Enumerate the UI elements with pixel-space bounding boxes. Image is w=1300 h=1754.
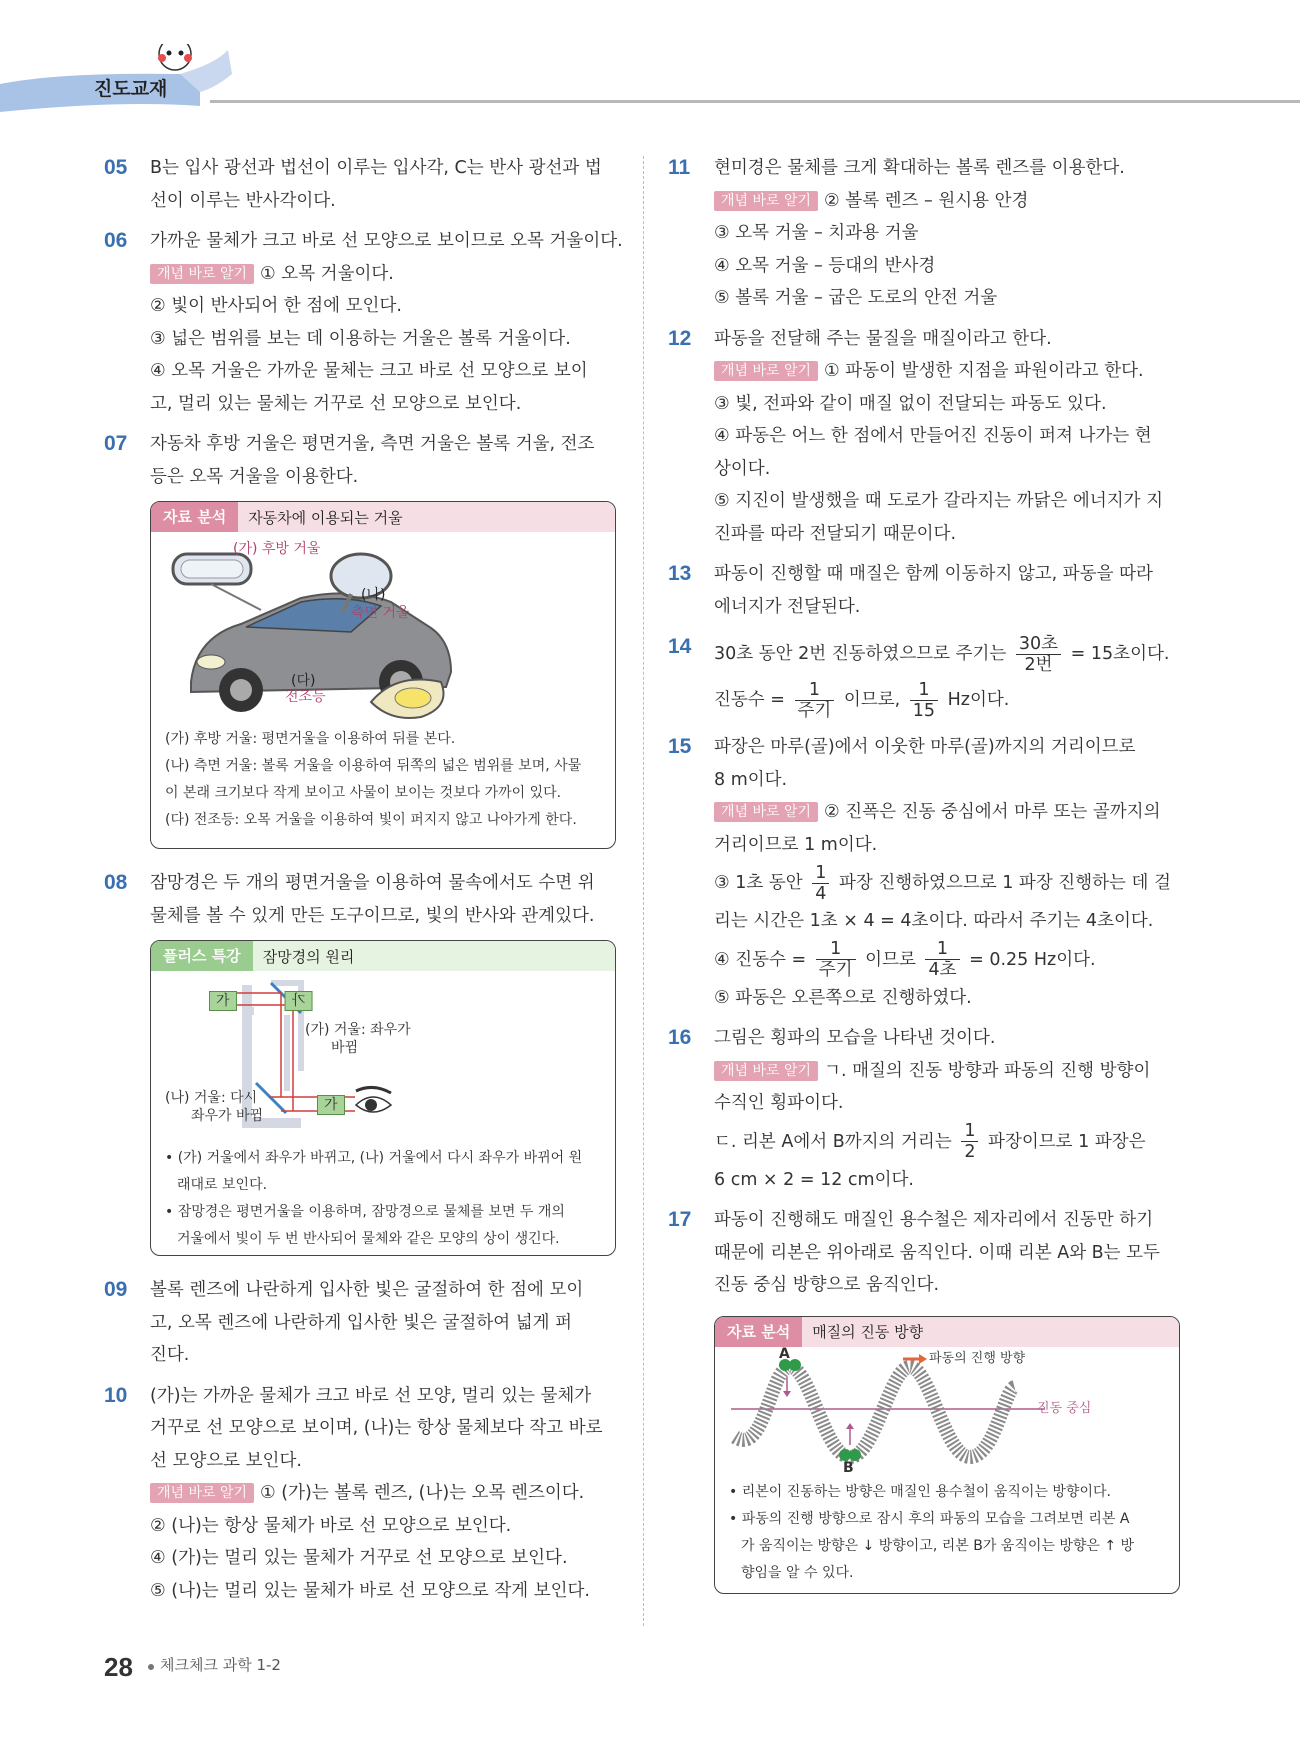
- text-line: 자동차 후방 거울은 평면거울, 측면 거울은 볼록 거울, 전조: [150, 434, 595, 454]
- mirror-na-label-2: 좌우가 바뀜: [191, 1108, 264, 1124]
- text-line-content: ② 진폭은 진동 중심에서 마루 또는 골까지의: [824, 802, 1161, 822]
- text-line-content: ② 볼록 렌즈 – 원시용 안경: [824, 190, 1029, 211]
- text-line: ③ 오목 거울 – 치과용 거울: [714, 223, 919, 243]
- note-line: • (가) 거울에서 좌우가 바뀌고, (나) 거울에서 다시 좌우가 바뀌어 원: [165, 1150, 583, 1166]
- numerator: 30초: [1016, 634, 1061, 655]
- answer-10: [104, 1380, 616, 1608]
- answer-05: [104, 152, 616, 217]
- text-line-content: ① (가)는 볼록 렌즈, (나)는 오목 렌즈이다.: [260, 1483, 585, 1503]
- text-line-content: ① 오목 거울이다.: [260, 263, 394, 284]
- wave-notes: [715, 1475, 1179, 1594]
- text-line: (가)는 가까운 물체가 크고 바로 선 모양, 멀리 있는 물체가: [150, 1385, 592, 1406]
- text-line: 등은 오목 거울을 이용한다.: [150, 466, 359, 487]
- denominator: 4: [815, 883, 827, 904]
- text-line: 리는 시간은 1초 × 4 = 4초이다. 따라서 주기는 4초이다.: [714, 911, 1154, 931]
- text-line: 잠망경은 두 개의 평면거울을 이용하여 물속에서도 수면 위: [150, 873, 595, 893]
- label-rear-mirror: (가) 후방 거울: [233, 541, 321, 557]
- answer-12: [668, 323, 1180, 551]
- ribbon-a-label: A: [779, 1345, 790, 1362]
- text-part: ④ 진동수 =: [714, 949, 807, 970]
- fraction: [1016, 634, 1061, 675]
- answer-13: [668, 558, 1180, 623]
- ribbon-b-label: B: [843, 1459, 854, 1476]
- mirror-ga-label-2: 바뀜: [331, 1040, 359, 1056]
- denominator: 주기: [797, 700, 832, 721]
- text-line: 진다.: [150, 1345, 190, 1365]
- text-line: 때문에 리본은 위아래로 움직인다. 이때 리본 A와 B는 모두: [714, 1242, 1160, 1263]
- fraction: [816, 939, 856, 980]
- label-headlight-num: (다): [291, 673, 316, 689]
- answer-16: [668, 1022, 1180, 1196]
- eye-image-label: 가: [317, 1095, 345, 1115]
- note-line: 가 움직이는 방향은 ↓ 방향이고, 리본 B가 움직이는 방향은 ↑ 방: [741, 1537, 1135, 1554]
- text-part: 이므로: [865, 949, 916, 970]
- concept-tag: 개념 바로 알기: [714, 802, 818, 822]
- answer-08: [104, 867, 616, 932]
- text-line: [714, 861, 1180, 905]
- concept-tag: 개념 바로 알기: [714, 1061, 818, 1081]
- wave-figure: [715, 1347, 1179, 1475]
- label-side-mirror-num: (나): [361, 587, 386, 603]
- text-line: ⑤ 지진이 발생했을 때 도로가 갈라지는 까닭은 에너지가 지: [714, 491, 1164, 511]
- car-mirror-box: [150, 501, 616, 849]
- box-header: [151, 502, 615, 532]
- box-label: 자료 분석: [151, 502, 238, 532]
- text-line: 진동 중심 방향으로 움직인다.: [714, 1275, 940, 1295]
- answer-14: [668, 631, 1180, 723]
- denominator: 2: [964, 1142, 976, 1162]
- header-rule: [210, 100, 1300, 103]
- text-line: [714, 631, 1180, 677]
- note-line: • 파동의 진행 방향으로 잠시 후의 파동의 모습을 그려보면 리본 A: [729, 1510, 1130, 1527]
- box-header: [715, 1317, 1179, 1347]
- answer-07: [104, 428, 616, 493]
- text-line: ⑤ (나)는 멀리 있는 물체가 바로 선 모양으로 작게 보인다.: [150, 1580, 590, 1601]
- item-number: 13: [668, 562, 692, 585]
- answer-17: [668, 1204, 1180, 1302]
- denominator: 4초: [928, 960, 957, 980]
- item-number: 11: [668, 156, 691, 179]
- box-label: 플러스 특강: [151, 941, 253, 971]
- fraction: [925, 939, 959, 980]
- text-line: ③ 넓은 범위를 보는 데 이용하는 거울은 볼록 거울이다.: [150, 328, 571, 349]
- text-part: = 0.25 Hz이다.: [969, 949, 1096, 970]
- text-line: ④ 오목 거울은 가까운 물체는 크고 바로 선 모양으로 보이: [150, 361, 588, 381]
- text-line: 거꾸로 선 모양으로 보이며, (나)는 항상 물체보다 작고 바로: [150, 1418, 603, 1438]
- note-line: (다) 전조등: 오목 거울을 이용하여 빛이 퍼지지 않고 나아가게 한다.: [165, 812, 577, 828]
- text-line: ③ 빛, 전파와 같이 매질 없이 전달되는 파동도 있다.: [714, 393, 1107, 414]
- note-line: 이 본래 크기보다 작게 보이고 사물이 보이는 것보다 가까이 있다.: [165, 785, 562, 801]
- note-line: • 잠망경은 평면거울을 이용하며, 잠망경으로 물체를 보면 두 개의: [165, 1204, 565, 1220]
- box-title: 잠망경의 원리: [262, 947, 355, 966]
- car-illustration: [151, 532, 616, 722]
- text-line-content: ㄱ. 매질의 진동 방향과 파동의 진행 방향이: [824, 1060, 1151, 1081]
- text-line: ② 빛이 반사되어 한 점에 모인다.: [150, 296, 402, 316]
- text-line: ② (나)는 항상 물체가 바로 선 모양으로 보인다.: [150, 1515, 512, 1536]
- text-line: 물체를 볼 수 있게 만든 도구이므로, 빛의 반사와 관계있다.: [150, 905, 595, 926]
- note-line: 향임을 알 수 있다.: [741, 1564, 854, 1581]
- periscope-figure: [151, 971, 615, 1141]
- text-line: B는 입사 광선과 법선이 이루는 입사각, C는 반사 광선과 법: [150, 158, 602, 178]
- answer-15: [668, 731, 1180, 1014]
- text-line: ⑤ 파동은 오른쪽으로 진행하였다.: [714, 987, 972, 1008]
- text-part: = 15초이다.: [1070, 644, 1170, 664]
- header-banner: [0, 44, 240, 124]
- answer-09: [104, 1274, 616, 1372]
- periscope-notes: [151, 1141, 615, 1256]
- fraction: [812, 863, 829, 904]
- text-line: 그림은 횡파의 모습을 나타낸 것이다.: [714, 1028, 996, 1048]
- note-line: 래대로 보인다.: [177, 1177, 268, 1193]
- text-line: 에너지가 전달된다.: [714, 596, 861, 617]
- left-column: [104, 152, 623, 1615]
- item-number: 17: [668, 1208, 692, 1231]
- label-headlight: 전조등: [285, 689, 326, 705]
- text-line: ④ 오목 거울 – 등대의 반사경: [714, 255, 936, 276]
- denominator: 2번: [1024, 654, 1053, 675]
- text-line: [150, 258, 616, 291]
- item-number: 06: [104, 229, 128, 252]
- footer-bullet: [148, 1664, 154, 1670]
- text-line: ⑤ 볼록 거울 – 굽은 도로의 안전 거울: [714, 288, 998, 308]
- text-part: 파장이므로 1 파장은: [988, 1131, 1146, 1152]
- text-part: 진동수 =: [714, 690, 785, 710]
- item-number: 14: [668, 635, 692, 658]
- text-line: ④ 파동은 어느 한 점에서 만들어진 진동이 퍼져 나가는 현: [714, 426, 1152, 446]
- item-number: 09: [104, 1278, 128, 1301]
- text-line: 가까운 물체가 크고 바로 선 모양으로 보이므로 오목 거울이다.: [150, 231, 623, 251]
- text-line: 8 m이다.: [714, 769, 788, 790]
- answer-06: [104, 225, 623, 420]
- text-line: 상이다.: [714, 458, 771, 479]
- text-line: 선 모양으로 보인다.: [150, 1450, 302, 1471]
- item-number: 15: [668, 735, 692, 758]
- numerator: 1: [910, 680, 938, 701]
- concept-tag: 개념 바로 알기: [150, 264, 254, 284]
- text-part: Hz이다.: [947, 690, 1010, 710]
- text-line: [714, 1120, 1180, 1164]
- box-header: [151, 941, 615, 971]
- car-notes: [151, 722, 615, 846]
- item-number: 10: [104, 1383, 128, 1407]
- box-label: 자료 분석: [715, 1317, 802, 1347]
- box-title: 자동차에 이용되는 거울: [248, 508, 403, 527]
- text-part: ㄷ. 리본 A에서 B까지의 거리는: [714, 1131, 952, 1152]
- page-number: 28: [104, 1652, 133, 1682]
- column-divider: [643, 156, 644, 1626]
- text-line: 파동을 전달해 주는 물질을 매질이라고 한다.: [714, 328, 1052, 349]
- item-number: 16: [668, 1026, 692, 1049]
- text-line: 선이 이루는 반사각이다.: [150, 190, 336, 211]
- text-line: [714, 796, 1180, 829]
- periscope-box: [150, 940, 616, 1256]
- note-line: • 리본이 진동하는 방향은 매질인 용수철이 움직이는 방향이다.: [729, 1483, 1111, 1500]
- text-line: [714, 355, 1180, 388]
- text-line: [150, 1477, 616, 1510]
- text-line: [714, 185, 1180, 218]
- header-label: 진도교재: [94, 78, 168, 100]
- note-line: 거울에서 빛이 두 번 반사되어 물체와 같은 모양의 상이 생긴다.: [177, 1231, 560, 1247]
- answer-11: [668, 152, 1180, 315]
- numerator: 1: [816, 939, 856, 960]
- text-line: 수직인 횡파이다.: [714, 1093, 844, 1113]
- text-line: ④ (가)는 멀리 있는 물체가 거꾸로 선 모양으로 보인다.: [150, 1548, 568, 1568]
- numerator: 1: [925, 939, 959, 960]
- item-number: 12: [668, 326, 692, 350]
- text-line: 고, 멀리 있는 물체는 거꾸로 선 모양으로 보인다.: [150, 393, 522, 414]
- item-number: 08: [104, 871, 128, 894]
- text-line: 고, 오목 렌즈에 나란하게 입사한 빛은 굴절하여 넓게 퍼: [150, 1312, 572, 1333]
- concept-tag: 개념 바로 알기: [150, 1483, 254, 1503]
- note-line: (나) 측면 거울: 볼록 거울을 이용하여 뒤쪽의 넓은 범위를 보며, 사물: [165, 758, 582, 774]
- fraction: [910, 680, 938, 721]
- numerator: 1: [961, 1121, 978, 1142]
- box-title: 매질의 진동 방향: [812, 1323, 924, 1341]
- text-line: 거리이므로 1 m이다.: [714, 834, 878, 855]
- text-part: 이므로,: [843, 690, 901, 710]
- book-title: 체크체크 과학 1-2: [160, 1656, 281, 1674]
- concept-tag: 개념 바로 알기: [714, 361, 818, 381]
- fraction: [795, 680, 835, 721]
- text-line: 파장은 마루(골)에서 이웃한 마루(골)까지의 거리이므로: [714, 737, 1136, 757]
- text-part: ③ 1초 동안: [714, 873, 803, 893]
- car-figure: [151, 532, 615, 722]
- text-line-content: ① 파동이 발생한 지점을 파원이라고 한다.: [824, 361, 1144, 381]
- denominator: 주기: [818, 960, 853, 980]
- item-number: 07: [104, 432, 128, 455]
- text-line: 파동이 진행해도 매질인 용수철은 제자리에서 진동만 하기: [714, 1210, 1154, 1230]
- mirror-ga-label: (가) 거울: 좌우가: [305, 1022, 411, 1038]
- text-part: 30초 동안 2번 진동하였으므로 주기는: [714, 644, 1007, 664]
- numerator: 1: [812, 863, 829, 884]
- note-line: (가) 후방 거울: 평면거울을 이용하여 뒤를 본다.: [165, 731, 456, 747]
- center-label: 진동 중심: [1037, 1400, 1092, 1416]
- flipped-label: 가: [285, 991, 313, 1011]
- denominator: 15: [912, 700, 936, 721]
- text-line: 볼록 렌즈에 나란하게 입사한 빛은 굴절하여 한 점에 모이: [150, 1280, 584, 1300]
- direction-label: 파동의 진행 방향: [929, 1350, 1026, 1366]
- concept-tag: 개념 바로 알기: [714, 191, 818, 211]
- text-line: [714, 677, 1180, 723]
- text-line: 진파를 따라 전달되기 때문이다.: [714, 523, 957, 544]
- object-label: 가: [209, 991, 237, 1011]
- right-column: [668, 152, 1180, 1612]
- item-number: 05: [104, 156, 128, 179]
- mirror-na-label: (나) 거울: 다시: [165, 1090, 258, 1106]
- label-side-mirror: 측면 거울: [351, 605, 410, 621]
- text-part: 파장 진행하였으므로 1 파장 진행하는 데 걸: [838, 873, 1171, 893]
- text-line: 파동이 진행할 때 매질은 함께 이동하지 않고, 파동을 따라: [714, 564, 1153, 584]
- text-line: [714, 1055, 1180, 1088]
- numerator: 1: [795, 680, 835, 701]
- text-line: 6 cm × 2 = 12 cm이다.: [714, 1169, 914, 1190]
- wave-box: [714, 1316, 1180, 1594]
- fraction: [961, 1121, 978, 1162]
- text-line: 현미경은 물체를 크게 확대하는 볼록 렌즈를 이용한다.: [714, 158, 1125, 178]
- text-line: [714, 938, 1180, 982]
